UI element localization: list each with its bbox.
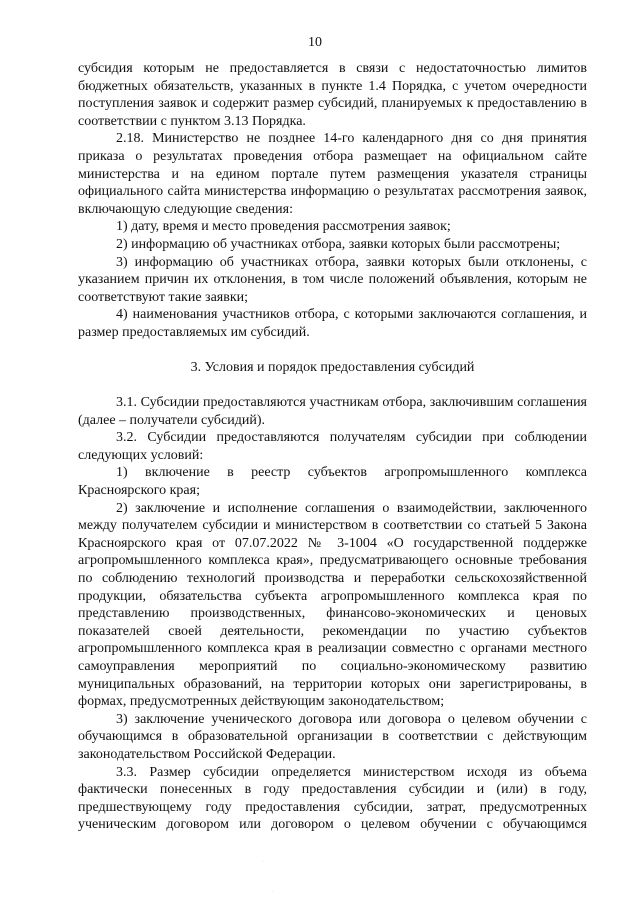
- paragraph-2-18: 2.18. Министерство не позднее 14-го календарного дня со дня принятия приказа о результатах проведения отбора размещает на официальном сайте министерства и на едином портале путем размещения указателя страницы официального сайта министерства информацию о результатах рассмотрения заявок, включающую следующие сведения:: [78, 131, 587, 217]
- condition-2: 2) заключение и исполнение соглашения о взаимодействии, заключенного между получателем субсидии и министерством в соответствии со статьей 5 Закона Красноярского края от 07.07.2022 № 3-1004 «О государственной поддержке агропромышленного комплекса края», предусматривающего основные требования по соблюдению технологий производства и переработки сельскохозяйственной продукции, обязательства субъекта агропромышленного комплекса края по представлению производственных, финансово-экономических и ценовых показателей своей деятельности, рекомендации по участию субъектов агропромышленного комплекса края в реализации совместно с органами местного самоуправления мероприятий по социально-экономическому развитию муниципальных образований, на территории которых они зарегистрированы, в формах, предусмотренных действующим законодательством;: [78, 500, 587, 710]
- condition-3: 3) заключение ученического договора или договора о целевом обучении с обучающимся в образовательной организации в соответствии с действующим законодательством Российской Федерации.: [78, 711, 587, 762]
- scan-speck: ·: [262, 859, 264, 865]
- list-item-2: 2) информацию об участниках отбора, заявки которых были рассмотрены;: [116, 236, 561, 252]
- paragraph-3-2: 3.2. Субсидии предоставляются получателям субсидии при соблюдении следующих условий:: [78, 430, 587, 463]
- paragraph-continuation: субсидия которым не предоставляется в связи с недостаточностью лимитов бюджетных обязательств, указанных в пункте 1.4 Порядка, с учетом очередности поступления заявок и содержит размер субсидий, планируемых к предоставлению в соответствии с пунктом 3.13 Порядка.: [78, 61, 587, 129]
- paragraph-3-3: 3.3. Размер субсидии определяется министерством исходя из объема фактически понесенных в году предоставления субсидии и (или) в году, предшествующему году предоставления субсидии, затрат, предусмотренных ученическим договором или договором о целевом обучении с обучающимся: [78, 764, 587, 833]
- condition-1: 1) включение в реестр субъектов агропромышленного комплекса Красноярского края;: [78, 465, 587, 499]
- page-number: 10: [308, 35, 322, 50]
- scan-speck: ·: [272, 889, 274, 895]
- list-item-4: 4) наименования участников отбора, с которыми заключаются соглашения, и размер предоставляемых им субсидий.: [78, 307, 587, 340]
- section-heading: 3. Условия и порядок предоставления субсидий: [190, 359, 475, 375]
- list-item-1: 1) дату, время и место проведения рассмотрения заявок;: [116, 219, 451, 235]
- paragraph-3-1: 3.1. Субсидии предоставляются участникам отбора, заключившим соглашения (далее – получатели субсидий).: [78, 395, 587, 428]
- list-item-3: 3) информацию об участниках отбора, заявки которых были отклонены, с указанием причин их отклонения, в том числе положений объявления, которым не соответствуют такие заявки;: [78, 254, 587, 305]
- document-body: [78, 60, 587, 834]
